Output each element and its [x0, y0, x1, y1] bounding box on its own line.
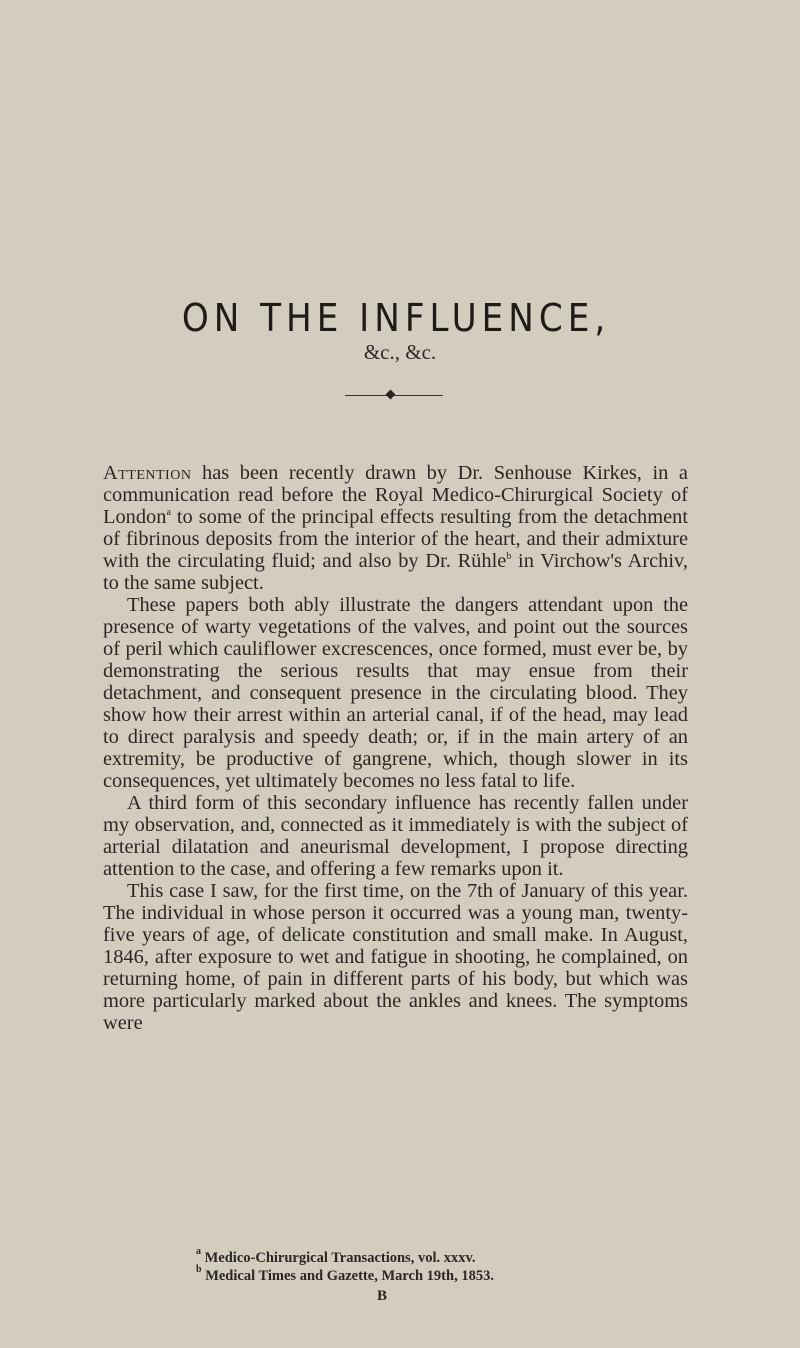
footnote-b [196, 1264, 696, 1285]
paragraph-1 [103, 462, 688, 594]
page-title: ON THE INFLUENCE, [181, 296, 611, 340]
page-subtitle: &c., &c. [363, 340, 437, 364]
footnote-mark-a: a [196, 1246, 201, 1257]
footnote-mark-b: b [196, 1264, 202, 1275]
signature-mark: B [376, 1288, 387, 1304]
opening-word: Attention [103, 462, 192, 484]
paragraph-2: These papers both ably illustrate the dangers attendant upon the presence of warty vegetations of the valves, and point out the sources of peril which cauliflower excrescences, once formed, must ever be, by demonstrating the serious results that may ensue from their detachment, and consequent presence in the circulating blood. They show how their arrest within an arterial canal, if of the head, may lead to direct paralysis and speedy death; or, if in the main artery of an extremity, be productive of gangrene, which, though slower in its consequences, yet ultimately becomes no less fatal to life. [103, 594, 688, 792]
footnote-ref-b: b [506, 551, 512, 562]
footnotes [196, 1246, 696, 1285]
divider-diamond-icon [386, 390, 396, 400]
footnote-b-text: Medical Times and Gazette, March 19th, 1853. [201, 1268, 494, 1284]
paragraph-4: This case I saw, for the first time, on the 7th of January of this year. The individual in whose person it occurred was a young man, twenty-five years of age, of delicate constitution and small make. In August, 1846, after exposure to wet and fatigue in shooting, he complained, on returning home, of pain in different parts of his body, but which was more particularly marked about the ankles and knees. The symptoms were [103, 880, 688, 1034]
paragraph-1-part-c: in Virchow's Archiv, to the same subject. [103, 550, 688, 594]
paragraph-1-part-b: to some of the principal effects resulting from the detachment of fibrinous deposits from the interior of the heart, and their admixture with the circulating fluid; and also by Dr. Rühle [103, 506, 688, 572]
footnote-a-text: Medico-Chirurgical Transactions, vol. xxxv. [201, 1250, 476, 1266]
paragraph-1-part-a: has been recently drawn by Dr. Senhouse Kirkes, in a communication read before the Royal Medico-Chirurgical Society of London [103, 462, 688, 528]
body-text [103, 462, 688, 1034]
paragraph-3: A third form of this secondary influence has recently fallen under my observation, and, connected as it immediately is with the subject of arterial dilatation and aneurismal development, I propose directing attention to the case, and offering a few remarks upon it. [103, 792, 688, 880]
footnote-ref-a: a [166, 507, 171, 518]
footnote-a [196, 1246, 696, 1267]
